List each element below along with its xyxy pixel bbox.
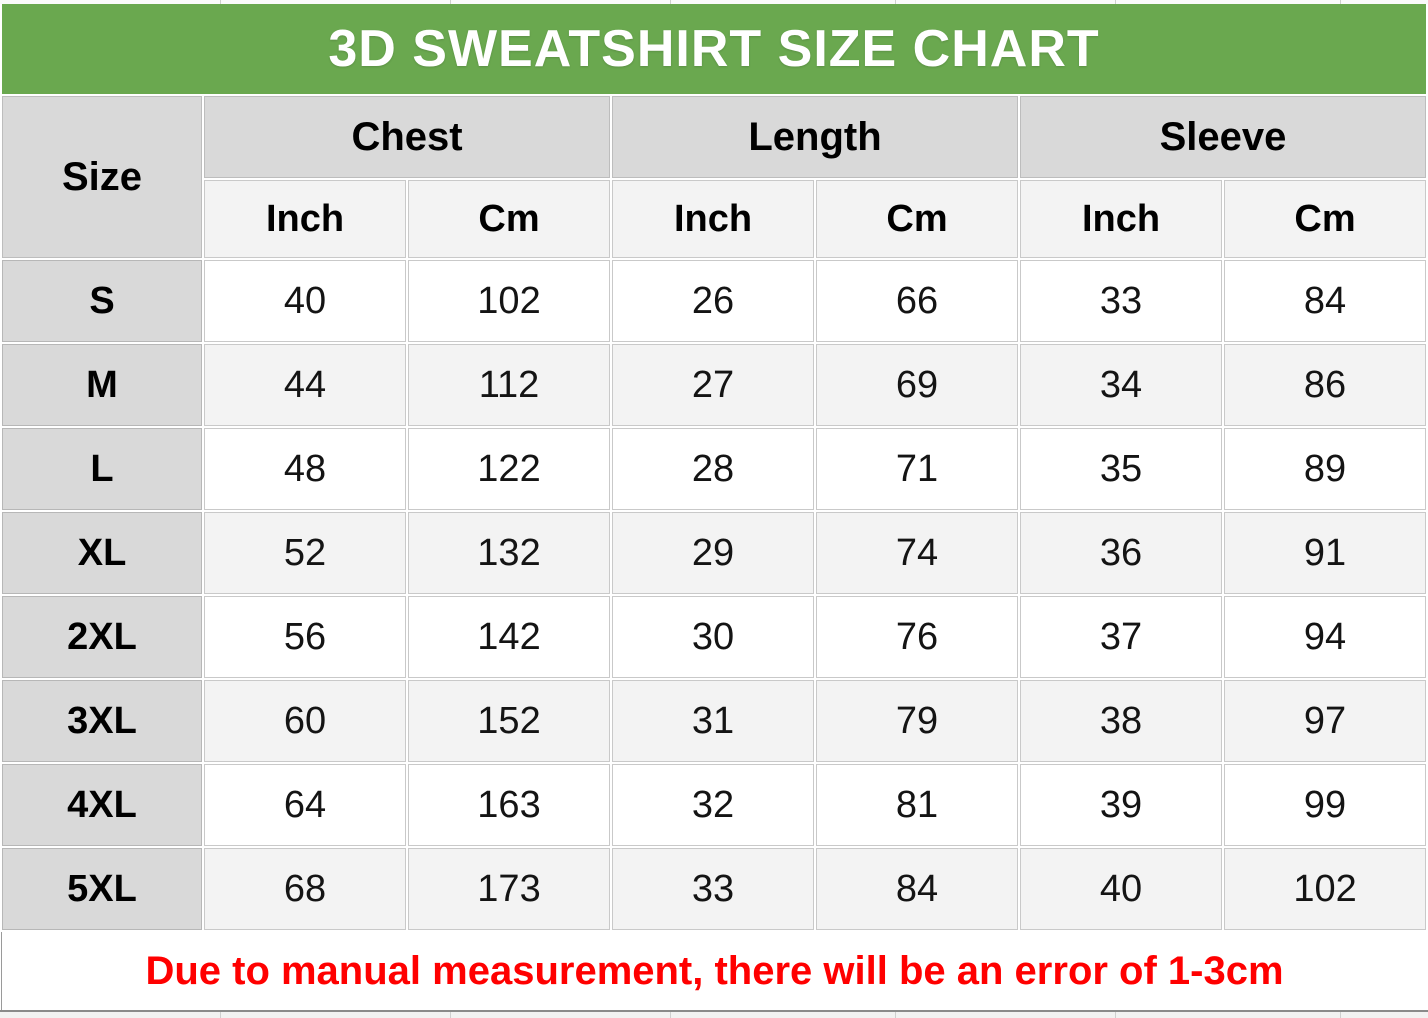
- table-row-3xl: [2, 680, 1426, 762]
- cell-value: 60: [204, 680, 406, 762]
- cell-value: 68: [204, 848, 406, 930]
- size-label: L: [2, 428, 202, 510]
- cell-value: 38: [1020, 680, 1222, 762]
- cell-value: 33: [612, 848, 814, 930]
- cell-value: 102: [408, 260, 610, 342]
- table-row-m: [2, 344, 1426, 426]
- cell-value: 74: [816, 512, 1018, 594]
- cell-value: 97: [1224, 680, 1426, 762]
- cell-value: 40: [1020, 848, 1222, 930]
- size-label: 5XL: [2, 848, 202, 930]
- disclaimer-text: Due to manual measurement, there will be an error of 1-3cm: [145, 948, 1284, 993]
- cell-value: 33: [1020, 260, 1222, 342]
- page-title: 3D SWEATSHIRT SIZE CHART: [328, 20, 1100, 78]
- table-row-4xl: [2, 764, 1426, 846]
- cell-value: 86: [1224, 344, 1426, 426]
- cell-value: 84: [1224, 260, 1426, 342]
- cell-value: 52: [204, 512, 406, 594]
- size-chart-table: [0, 94, 1428, 932]
- spreadsheet-gridline-strip-top: [0, 0, 1428, 4]
- size-label: S: [2, 260, 202, 342]
- cell-value: 66: [816, 260, 1018, 342]
- cell-value: 102: [1224, 848, 1426, 930]
- chest-group-header: Chest: [204, 96, 610, 178]
- cell-value: 152: [408, 680, 610, 762]
- cell-value: 163: [408, 764, 610, 846]
- cell-value: 173: [408, 848, 610, 930]
- size-label: M: [2, 344, 202, 426]
- measurement-disclaimer: [1, 932, 1427, 1010]
- chest-inch-header: Inch: [204, 180, 406, 258]
- cell-value: 28: [612, 428, 814, 510]
- cell-value: 91: [1224, 512, 1426, 594]
- cell-value: 36: [1020, 512, 1222, 594]
- cell-value: 29: [612, 512, 814, 594]
- cell-value: 48: [204, 428, 406, 510]
- cell-value: 39: [1020, 764, 1222, 846]
- sleeve-cm-header: Cm: [1224, 180, 1426, 258]
- cell-value: 112: [408, 344, 610, 426]
- length-group-header: Length: [612, 96, 1018, 178]
- cell-value: 69: [816, 344, 1018, 426]
- cell-value: 79: [816, 680, 1018, 762]
- table-row-l: [2, 428, 1426, 510]
- cell-value: 122: [408, 428, 610, 510]
- sleeve-group-header: Sleeve: [1020, 96, 1426, 178]
- length-inch-header: Inch: [612, 180, 814, 258]
- cell-value: 56: [204, 596, 406, 678]
- length-cm-header: Cm: [816, 180, 1018, 258]
- cell-value: 40: [204, 260, 406, 342]
- cell-value: 71: [816, 428, 1018, 510]
- spreadsheet-gridline-strip-bottom: [0, 1010, 1428, 1018]
- table-row-xl: [2, 512, 1426, 594]
- cell-value: 84: [816, 848, 1018, 930]
- table-row-2xl: [2, 596, 1426, 678]
- cell-value: 44: [204, 344, 406, 426]
- cell-value: 27: [612, 344, 814, 426]
- cell-value: 32: [612, 764, 814, 846]
- table-row-s: [2, 260, 1426, 342]
- size-label: 3XL: [2, 680, 202, 762]
- sleeve-inch-header: Inch: [1020, 180, 1222, 258]
- cell-value: 26: [612, 260, 814, 342]
- cell-value: 142: [408, 596, 610, 678]
- size-label: 2XL: [2, 596, 202, 678]
- title-banner: [2, 4, 1426, 94]
- cell-value: 81: [816, 764, 1018, 846]
- cell-value: 89: [1224, 428, 1426, 510]
- cell-value: 35: [1020, 428, 1222, 510]
- cell-value: 31: [612, 680, 814, 762]
- table-row-5xl: [2, 848, 1426, 930]
- size-label: 4XL: [2, 764, 202, 846]
- cell-value: 99: [1224, 764, 1426, 846]
- cell-value: 64: [204, 764, 406, 846]
- group-header-row: [2, 96, 1426, 178]
- cell-value: 132: [408, 512, 610, 594]
- cell-value: 30: [612, 596, 814, 678]
- size-column-header: Size: [2, 96, 202, 258]
- cell-value: 76: [816, 596, 1018, 678]
- size-label: XL: [2, 512, 202, 594]
- chest-cm-header: Cm: [408, 180, 610, 258]
- cell-value: 37: [1020, 596, 1222, 678]
- unit-header-row: [2, 180, 1426, 258]
- cell-value: 94: [1224, 596, 1426, 678]
- cell-value: 34: [1020, 344, 1222, 426]
